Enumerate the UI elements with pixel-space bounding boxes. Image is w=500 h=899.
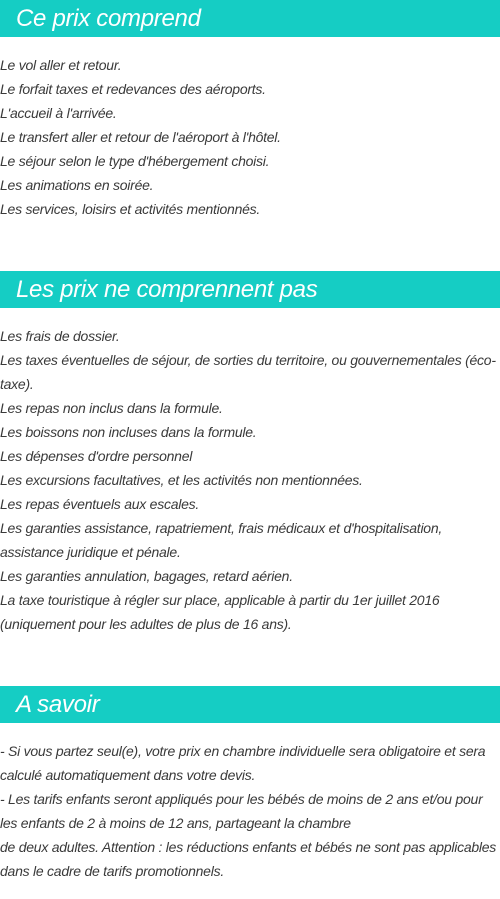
paragraph: de deux adultes. Attention : les réductions enfants et bébés ne sont pas applicables dans le cadre de tarifs promotionnels. <box>0 839 497 879</box>
section-header-good-to-know: A savoir <box>0 686 500 723</box>
list-item: Les boissons non incluses dans la formule. <box>0 424 257 440</box>
price-excludes-list <box>0 324 500 636</box>
paragraph: - Les tarifs enfants seront appliqués pour les bébés de moins de 2 ans et/ou pour les enfants de 2 à moins de 12 ans, partageant la chambre <box>0 791 483 831</box>
list-item: Le séjour selon le type d'hébergement choisi. <box>0 153 270 169</box>
list-item: Le forfait taxes et redevances des aéroports. <box>0 81 266 97</box>
list-item: Les animations en soirée. <box>0 177 154 193</box>
section-header-price-excludes: Les prix ne comprennent pas <box>0 271 500 308</box>
list-item: Le transfert aller et retour de l'aéroport à l'hôtel. <box>0 129 281 145</box>
list-item: Les repas éventuels aux escales. <box>0 496 200 512</box>
list-item: Les frais de dossier. <box>0 328 120 344</box>
paragraph: - Si vous partez seul(e), votre prix en chambre individuelle sera obligatoire et sera calculé automatiquement dans votre devis. <box>0 743 486 783</box>
list-item: Les repas non inclus dans la formule. <box>0 400 223 416</box>
list-item: Les garanties annulation, bagages, retard aérien. <box>0 568 293 584</box>
list-item: L'accueil à l'arrivée. <box>0 105 117 121</box>
price-includes-list <box>0 53 500 221</box>
section-header-price-includes: Ce prix comprend <box>0 0 500 37</box>
list-item: Les garanties assistance, rapatriement, frais médicaux et d'hospitalisation, assistance juridique et pénale. <box>0 520 443 560</box>
list-item: La taxe touristique à régler sur place, applicable à partir du 1er juillet 2016 (uniquement pour les adultes de plus de 16 ans). <box>0 592 440 632</box>
list-item: Les dépenses d'ordre personnel <box>0 448 193 464</box>
list-item: Les taxes éventuelles de séjour, de sorties du territoire, ou gouvernementales (éco-taxe). <box>0 352 496 392</box>
list-item: Les services, loisirs et activités mentionnés. <box>0 201 261 217</box>
good-to-know-text <box>0 739 500 883</box>
list-item: Les excursions facultatives, et les activités non mentionnées. <box>0 472 363 488</box>
list-item: Le vol aller et retour. <box>0 57 122 73</box>
